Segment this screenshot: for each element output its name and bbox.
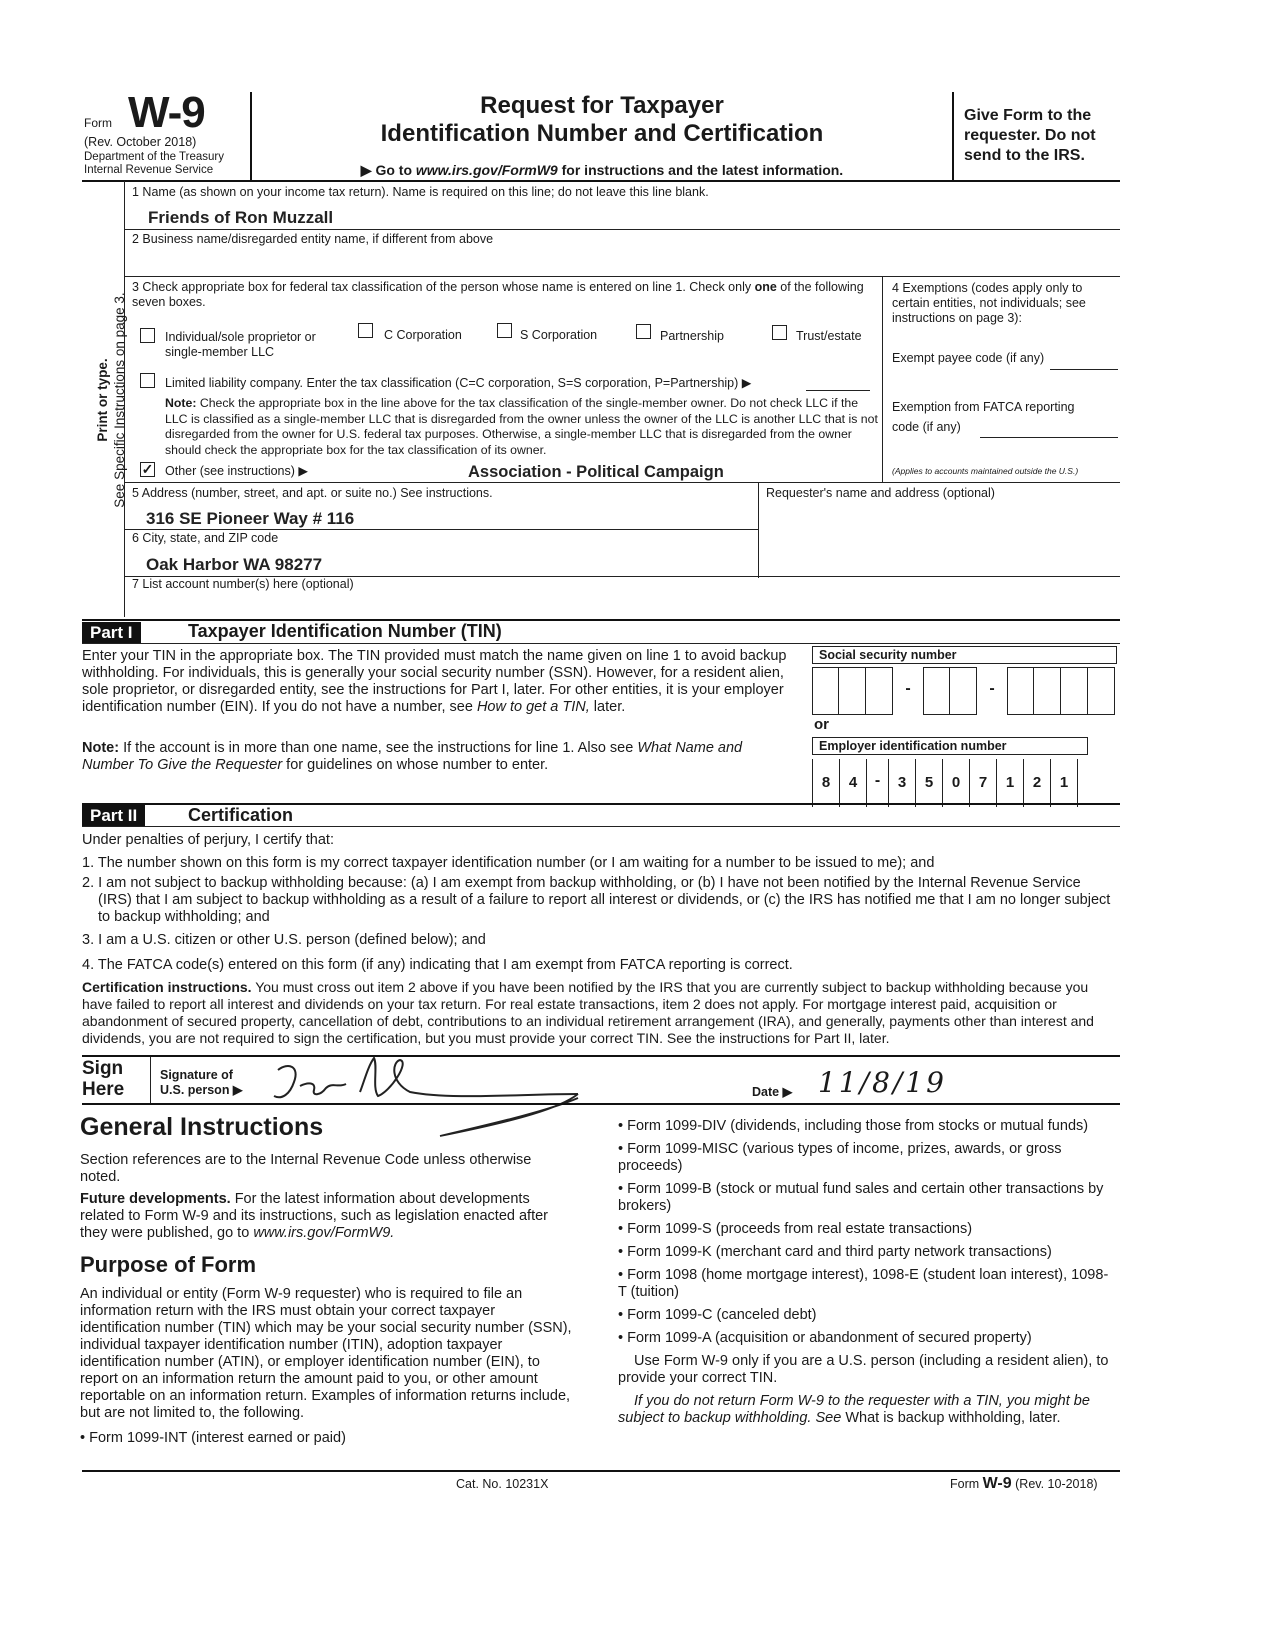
ein-digit: 3: [889, 759, 916, 807]
llc-label: Limited liability company. Enter the tax classification (C=C corporation, S=S corporation, P=Partnership) ▶: [165, 376, 752, 390]
ein-label: Employer identification number: [812, 737, 1088, 755]
other-description-field[interactable]: Association - Political Campaign: [468, 463, 724, 481]
goto-instructions: ▶ Go to www.irs.gov/FormW9 for instructions and the latest information.: [360, 162, 844, 178]
line6-label: 6 City, state, and ZIP code: [132, 531, 279, 545]
ein-digit: 0: [943, 759, 970, 807]
list-item: • Form 1098 (home mortgage interest), 1098-E (student loan interest), 1098-T (tuition): [618, 1267, 1109, 1300]
c-corp-label: C Corporation: [384, 328, 462, 342]
part2-title: Certification: [188, 805, 294, 825]
general-instructions-heading: General Instructions: [80, 1113, 324, 1141]
section-references-text: Section references are to the Internal Revenue Code unless otherwise noted.: [80, 1152, 532, 1185]
form-list: [618, 1118, 1113, 1427]
purpose-text: An individual or entity (Form W-9 requester) who is required to file an information return with the IRS must obtain your correct taxpayer identification number (TIN) which may be your social security number (SSN), individual taxpayer identification number (ITIN), adoption taxpayer identification number (ATIN), or employer identification number (EIN), to report on an information return the amount paid to you, or other amount reportable on an information return. Examples of information returns include, but are not limited to, the following.: [80, 1286, 572, 1421]
city-state-zip-field[interactable]: Oak Harbor WA 98277: [146, 555, 323, 574]
llc-note: Note: Check the appropriate box in the line above for the tax classification of the single-member owner. Do not check LLC if the LLC is classified as a single-member LLC that is disregarded from the owner unless the owner of the LLC is another LLC that is not disregarded from the owner for U.S. federal tax purposes. Otherwise, a single-member LLC that is disregarded from the owner should check the appropriate box for the tax classification of its owner.: [165, 396, 878, 457]
exempt-payee-field[interactable]: [1050, 369, 1118, 370]
list-item: • Form 1099-C (canceled debt): [618, 1307, 817, 1323]
part1-note: Note: If the account is in more than one name, see the instructions for line 1. Also see What Name and Number To Give the Requester for guidelines on whose number to enter.: [82, 740, 743, 773]
signature-label: Signature of U.S. person ▶: [160, 1068, 243, 1097]
cert-item-3: 3. I am a U.S. citizen or other U.S. person (defined below); and: [82, 932, 486, 948]
llc-classification-field[interactable]: [806, 390, 870, 391]
cert-item-4: 4. The FATCA code(s) entered on this form (if any) indicating that I am exempt from FATCA reporting is correct.: [82, 957, 793, 973]
ein-digit: 5: [916, 759, 943, 807]
individual-checkbox[interactable]: [140, 328, 155, 343]
list-item: • Form 1099-S (proceeds from real estate transactions): [618, 1221, 973, 1237]
give-form-note: Give Form to the requester. Do not send to the IRS.: [964, 107, 1096, 164]
cert-item-2: 2. I am not subject to backup withholding because: (a) I am exempt from backup withholding, or (b) I have not been notified by the Internal Revenue Service (IRS) that I am subject to backup withholding as a result of a failure to report all interest or dividends, or (c) the IRS has notified me that I am no longer subject to backup withholding; and: [82, 875, 1111, 925]
irs-url-link[interactable]: www.irs.gov/FormW9.: [253, 1225, 395, 1241]
c-corp-checkbox[interactable]: [358, 323, 373, 338]
list-item: • Form 1099-K (merchant card and third party network transactions): [618, 1244, 1052, 1260]
list-item: • Form 1099-B (stock or mutual fund sales and certain other transactions by brokers): [618, 1181, 1104, 1214]
fatca-code-field[interactable]: [980, 437, 1118, 438]
line7-label: 7 List account number(s) here (optional): [132, 577, 354, 591]
cert-instructions: Certification instructions. You must cross out item 2 above if you have been notified by the IRS that you are currently subject to backup withholding because you have failed to report all interest and dividends on your tax return. For real estate transactions, item 2 does not apply. For mortgage interest paid, acquisition or abandonment of secured property, cancellation of debt, contributions to an individual retirement arrangement (IRA), and generally, payments other than interest and dividends, you are not required to sign the certification, but you must provide your correct TIN. See the instructions for Part II, later.: [82, 979, 1094, 1046]
catalog-number: Cat. No. 10231X: [456, 1477, 549, 1491]
form-title: [252, 92, 952, 148]
footer-form-id: Form W-9 (Rev. 10-2018): [950, 1475, 1098, 1492]
address-field[interactable]: 316 SE Pioneer Way # 116: [146, 509, 355, 528]
line1-label: 1 Name (as shown on your income tax return). Name is required on this line; do not leave this line blank.: [132, 185, 709, 199]
part1-title: Taxpayer Identification Number (TIN): [188, 621, 502, 641]
form-number: W-9: [128, 88, 205, 137]
side-instruction-label: Print or type. See Specific Instructions on page 3.: [95, 292, 127, 508]
part1-instructions: Enter your TIN in the appropriate box. The TIN provided must match the name given on line 1 to avoid backup withholding. For individuals, this is generally your social security number (SSN). However, for a resident alien, sole proprietor, or disregarded entity, see the instructions for Part I, later. For other entities, it is your employer identification number (EIN). If you do not have a number, see How to get a TIN, later.: [82, 648, 787, 715]
department: Department of the Treasury: [84, 151, 224, 163]
sign-here-label: Sign Here: [82, 1058, 125, 1100]
partnership-label: Partnership: [660, 329, 724, 343]
date-label: Date ▶: [752, 1085, 793, 1099]
service: Internal Revenue Service: [84, 164, 214, 176]
ssn-label: Social security number: [812, 646, 1117, 664]
backup-withholding-note: If you do not return Form W-9 to the requester with a TIN, you might be subject to backup withholding. See What is backup withholding, later.: [618, 1393, 1090, 1426]
irs-url-link[interactable]: www.irs.gov/FormW9: [415, 162, 558, 178]
form-word: Form: [84, 116, 112, 130]
future-developments-text: Future developments. For the latest information about developments related to Form W-9 and its instructions, such as legislation enacted after they were published, go to www.irs.gov/FormW9.: [80, 1191, 548, 1241]
llc-checkbox[interactable]: [140, 373, 155, 388]
ein-digit: 7: [970, 759, 997, 807]
list-item: • Form 1099-DIV (dividends, including those from stocks or mutual funds): [618, 1118, 1089, 1134]
trust-checkbox[interactable]: [772, 325, 787, 340]
exemptions-label: 4 Exemptions (codes apply only to certain entities, not individuals; see instructions on page 3):: [892, 281, 1086, 325]
line3-label: 3 Check appropriate box for federal tax classification of the person whose name is entered on line 1. Check only one of the following seven boxes.: [132, 280, 864, 309]
ein-field[interactable]: [812, 759, 1078, 807]
fatca-label-2: code (if any): [892, 420, 961, 434]
ein-digit: 4: [840, 759, 867, 807]
ein-digit: 8: [813, 759, 840, 807]
name-field[interactable]: Friends of Ron Muzzall: [148, 208, 334, 227]
fatca-label-1: Exemption from FATCA reporting: [892, 400, 1075, 414]
line5-label: 5 Address (number, street, and apt. or suite no.) See instructions.: [132, 486, 493, 500]
exempt-payee-label: Exempt payee code (if any): [892, 351, 1045, 365]
ein-dash: -: [867, 759, 889, 807]
other-checkbox[interactable]: ✓: [141, 461, 154, 477]
ein-digit: 1: [1051, 759, 1078, 807]
partnership-checkbox[interactable]: [636, 324, 651, 339]
ssn-field[interactable]: - -: [812, 667, 1115, 715]
other-label: Other (see instructions) ▶: [165, 464, 308, 478]
list-item: • Form 1099-MISC (various types of income, prizes, awards, or gross proceeds): [618, 1141, 1062, 1174]
applies-note: (Applies to accounts maintained outside the U.S.): [892, 466, 1079, 476]
form-revision: (Rev. October 2018): [84, 135, 197, 149]
trust-label: Trust/estate: [796, 329, 862, 343]
ein-digit: 1: [997, 759, 1024, 807]
s-corp-label: S Corporation: [520, 328, 598, 342]
bullet-1099-int: • Form 1099-INT (interest earned or paid): [80, 1430, 346, 1446]
or-label: or: [814, 716, 829, 733]
cert-item-1: 1. The number shown on this form is my correct taxpayer identification number (or I am waiting for a number to be issued to me); and: [82, 855, 935, 871]
line2-label: 2 Business name/disregarded entity name, if different from above: [132, 232, 494, 246]
part2-tag: Part II: [82, 805, 145, 827]
ein-digit: 2: [1024, 759, 1051, 807]
s-corp-checkbox[interactable]: [497, 323, 512, 338]
cert-intro: Under penalties of perjury, I certify that:: [82, 832, 334, 848]
part1-tag: Part I: [82, 622, 141, 644]
title-line-2: Identification Number and Certification: [380, 120, 824, 147]
purpose-of-form-heading: Purpose of Form: [80, 1252, 257, 1277]
individual-label: Individual/sole proprietor or single-member LLC: [165, 330, 316, 359]
date-field[interactable]: 11/8/19: [818, 1066, 947, 1099]
use-form-text: Use Form W-9 only if you are a U.S. person (including a resident alien), to provide your correct TIN.: [618, 1353, 1109, 1386]
requester-label: Requester's name and address (optional): [766, 486, 995, 500]
title-line-1: Request for Taxpayer: [480, 92, 724, 119]
list-item: • Form 1099-A (acquisition or abandonment of secured property): [618, 1330, 1032, 1346]
